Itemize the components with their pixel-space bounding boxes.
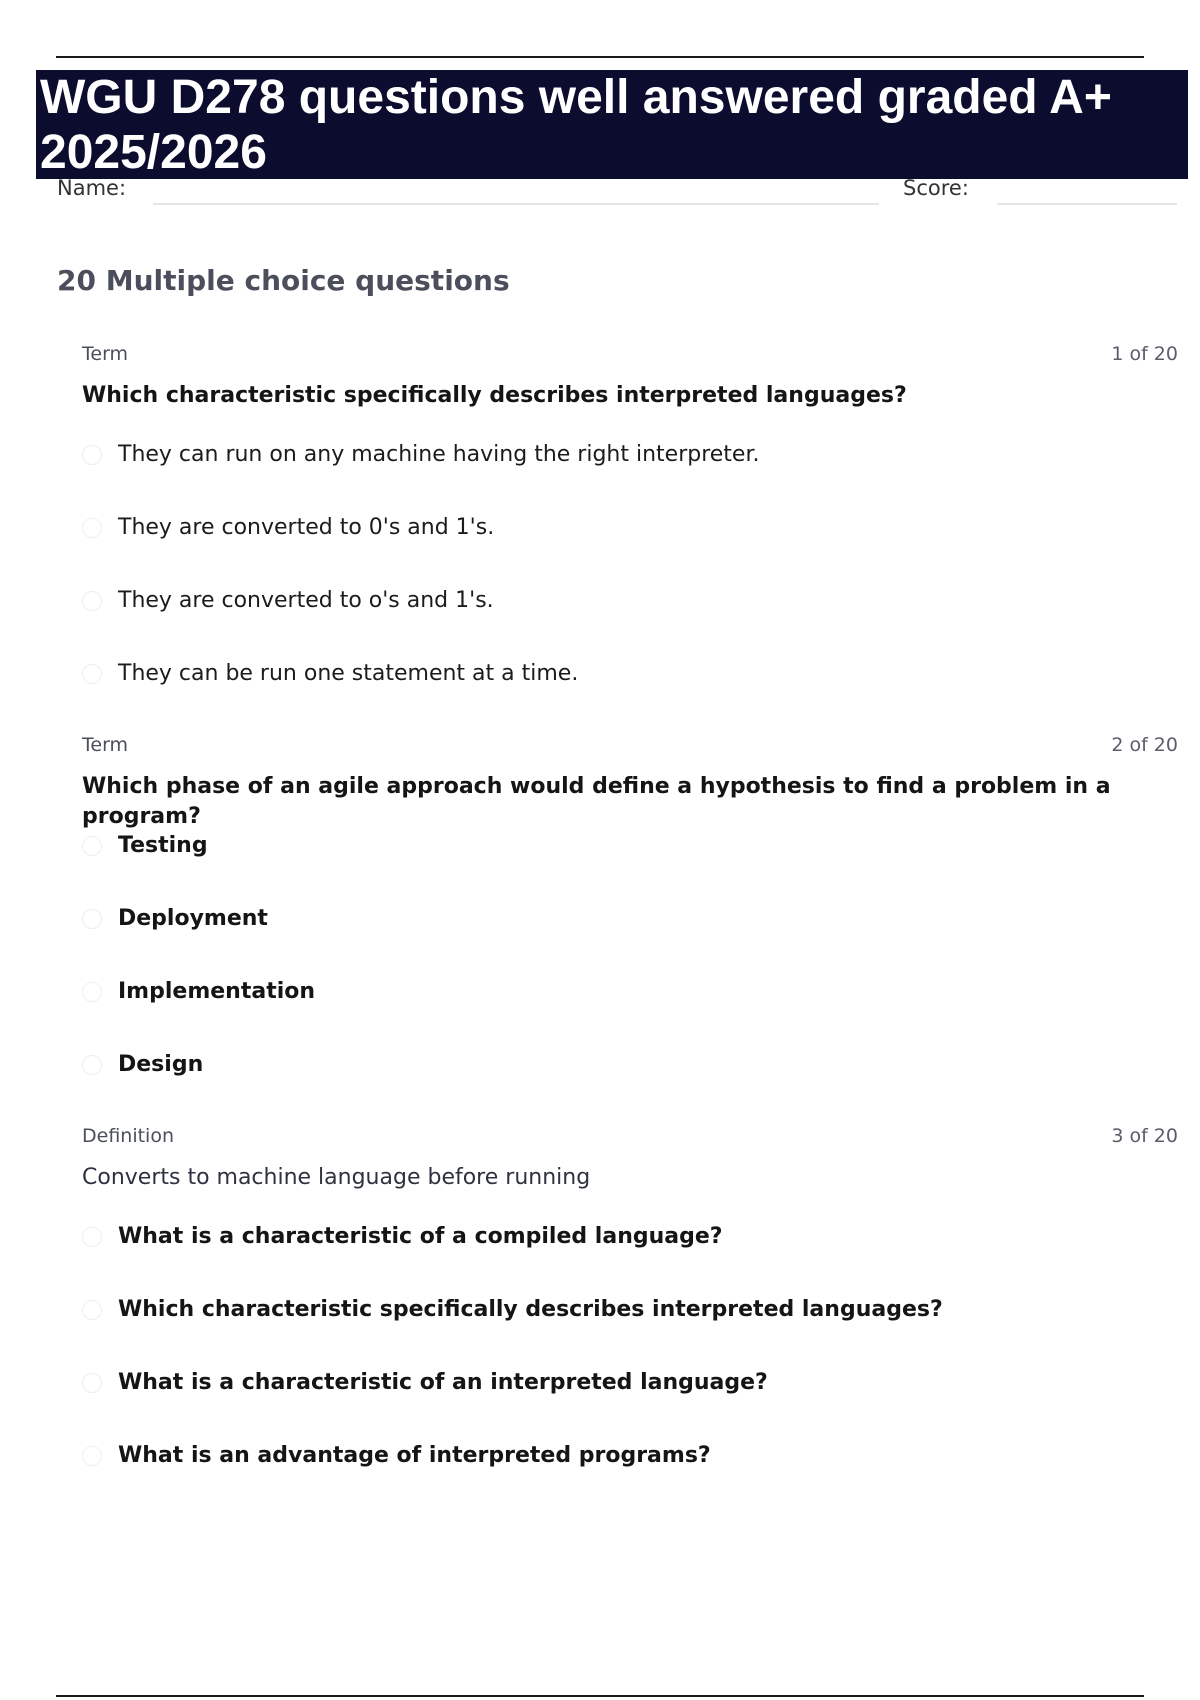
answer-option[interactable] xyxy=(82,1047,1172,1083)
name-field-line[interactable] xyxy=(153,203,879,205)
radio-button[interactable] xyxy=(82,1300,102,1320)
option-label: They can run on any machine having the right interpreter. xyxy=(118,442,760,467)
radio-button[interactable] xyxy=(82,445,102,465)
answer-option[interactable] xyxy=(82,437,1172,473)
radio-button[interactable] xyxy=(82,1227,102,1247)
option-label: What is an advantage of interpreted programs? xyxy=(118,1443,711,1468)
option-label: What is a characteristic of an interpreted language? xyxy=(118,1370,768,1395)
answer-option[interactable] xyxy=(82,1365,1172,1401)
question-prompt: Which phase of an agile approach would define a hypothesis to find a problem in a program? xyxy=(82,774,1111,829)
question-counter: 1 of 20 xyxy=(1111,343,1178,365)
question-counter: 2 of 20 xyxy=(1111,734,1178,756)
question-type: Term xyxy=(82,343,129,365)
score-label: Score: xyxy=(903,176,969,200)
radio-button[interactable] xyxy=(82,518,102,538)
question-header xyxy=(82,734,1178,764)
section-title: 20 Multiple choice questions xyxy=(57,264,510,297)
option-label: Testing xyxy=(118,833,208,858)
option-label: They can be run one statement at a time. xyxy=(118,661,579,686)
radio-button[interactable] xyxy=(82,836,102,856)
question-header xyxy=(82,343,1178,373)
answer-option[interactable] xyxy=(82,1438,1172,1474)
option-label: They are converted to 0's and 1's. xyxy=(118,515,495,540)
option-label: Implementation xyxy=(118,979,316,1004)
option-label: What is a characteristic of a compiled language? xyxy=(118,1224,723,1249)
question-prompt: Converts to machine language before running xyxy=(82,1165,591,1190)
question-2 xyxy=(82,734,1178,1077)
question-header xyxy=(82,1125,1178,1155)
radio-button[interactable] xyxy=(82,982,102,1002)
question-3 xyxy=(82,1125,1178,1468)
answer-option[interactable] xyxy=(82,1219,1172,1255)
option-label: Which characteristic specifically describes interpreted languages? xyxy=(118,1297,943,1322)
answer-option[interactable] xyxy=(82,974,1172,1010)
radio-button[interactable] xyxy=(82,664,102,684)
option-label: They are converted to o's and 1's. xyxy=(118,588,494,613)
radio-button[interactable] xyxy=(82,909,102,929)
score-field-line[interactable] xyxy=(997,203,1177,205)
answer-option[interactable] xyxy=(82,901,1172,937)
option-label: Deployment xyxy=(118,906,268,931)
answer-option[interactable] xyxy=(82,828,1172,864)
name-label: Name: xyxy=(57,176,127,200)
answer-option[interactable] xyxy=(82,583,1172,619)
question-prompt: Which characteristic specifically describes interpreted languages? xyxy=(82,383,907,408)
answer-option[interactable] xyxy=(82,510,1172,546)
question-type: Definition xyxy=(82,1125,175,1147)
name-score-row xyxy=(57,176,1177,206)
answer-option[interactable] xyxy=(82,1292,1172,1328)
option-label: Design xyxy=(118,1052,204,1077)
answer-option[interactable] xyxy=(82,656,1172,692)
bottom-rule xyxy=(56,1695,1144,1697)
question-counter: 3 of 20 xyxy=(1111,1125,1178,1147)
top-rule xyxy=(56,56,1144,58)
radio-button[interactable] xyxy=(82,1055,102,1075)
radio-button[interactable] xyxy=(82,1446,102,1466)
document-title: WGU D278 questions well answered graded A+ 2025/2026 xyxy=(40,71,1112,179)
question-1 xyxy=(82,343,1178,686)
title-banner xyxy=(36,70,1188,179)
question-type: Term xyxy=(82,734,129,756)
radio-button[interactable] xyxy=(82,591,102,611)
radio-button[interactable] xyxy=(82,1373,102,1393)
